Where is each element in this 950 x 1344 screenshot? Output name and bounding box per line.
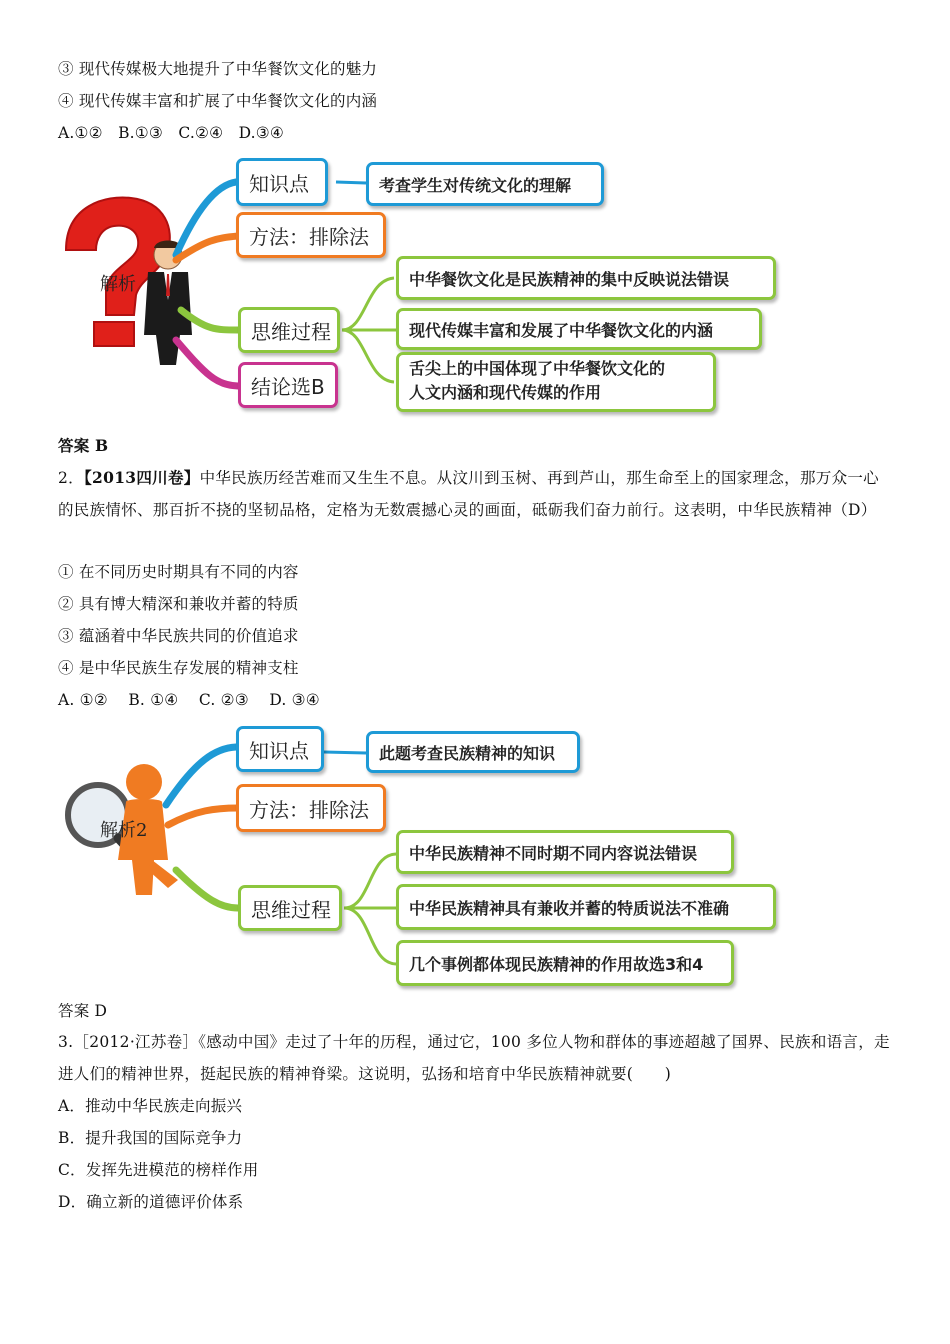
process-item-2-1 xyxy=(396,830,734,874)
q2-number: 2． xyxy=(58,469,84,487)
process-item-2-1-text: 中华民族精神不同时期不同内容说法错误 xyxy=(409,843,698,863)
process-item-2-3 xyxy=(396,940,734,986)
conclusion-text: 结论选B xyxy=(251,374,325,399)
diagram-2-overlay-label: 解析2 xyxy=(100,820,148,841)
q2-stem-text: 中华民族历经苦难而又生生不息。从汶川到玉树、再到芦山，那生命至上的国家理念，那万众一心的民族情怀、那百折不挠的坚韧品格，定格为无数震撼心灵的画面，砥砺我们奋力前行。这表明，中华民族精神（D） xyxy=(58,469,879,519)
q3-stem: 3.［2012·江苏卷］《感动中国》走过了十年的历程，通过它，100 多位人物和群体的事迹超越了国界、民族和语言，走进人们的精神世界，挺起民族的精神脊梁。这说明，弘扬和培育中华民族精神就要( ) xyxy=(58,1033,890,1083)
knowledge-point-content-text-2: 此题考查民族精神的知识 xyxy=(379,743,556,763)
process-label-2 xyxy=(238,885,342,931)
process-text: 思维过程 xyxy=(251,319,331,344)
q3-option-d: D．确立新的道德评价体系 xyxy=(58,1193,244,1211)
analysis-diagram-2 xyxy=(56,720,796,990)
process-item-3-text: 舌尖上的中国体现了中华餐饮文化的人文内涵和现代传媒的作用 xyxy=(409,359,666,402)
q1-choices: A.①② B.①③ C.②④ D.③④ xyxy=(58,124,284,142)
q2-choices: A. ①② B. ①④ C. ②③ D. ③④ xyxy=(58,691,320,709)
process-item-2-2 xyxy=(396,884,776,930)
knowledge-point-label xyxy=(236,158,328,206)
q3-option-b: B．提升我国的国际竞争力 xyxy=(58,1129,243,1147)
q2-answer: 答案 D xyxy=(58,1002,108,1020)
q2-option-1: ① 在不同历史时期具有不同的内容 xyxy=(58,563,299,581)
q1-answer: 答案 B xyxy=(58,436,109,455)
diagram-1-overlay-label: 解析 xyxy=(100,274,136,295)
q1-option-3: ③ 现代传媒极大地提升了中华餐饮文化的魅力 xyxy=(58,60,378,78)
process-item-1-text: 中华餐饮文化是民族精神的集中反映说法错误 xyxy=(409,269,730,289)
q3-option-a: A．推动中华民族走向振兴 xyxy=(58,1097,243,1115)
q2-stem xyxy=(58,462,894,526)
method-label-2 xyxy=(236,784,386,832)
knowledge-point-content-text: 考查学生对传统文化的理解 xyxy=(379,175,572,195)
method-label xyxy=(236,212,386,258)
method-text: 方法：排除法 xyxy=(249,224,369,249)
method-text-2: 方法：排除法 xyxy=(249,797,369,822)
knowledge-point-content-2 xyxy=(366,731,580,773)
process-item-2-3-text: 几个事例都体现民族精神的作用故选3和4 xyxy=(409,954,704,974)
process-item-3 xyxy=(396,352,716,412)
q2-option-3: ③ 蕴涵着中华民族共同的价值追求 xyxy=(58,627,299,645)
q3-option-c: C．发挥先进模范的榜样作用 xyxy=(58,1161,259,1179)
process-item-2 xyxy=(396,308,762,350)
q1-option-4: ④ 现代传媒丰富和扩展了中华餐饮文化的内涵 xyxy=(58,92,378,110)
knowledge-point-content xyxy=(366,162,604,206)
knowledge-point-label-2 xyxy=(236,726,324,772)
process-text-2: 思维过程 xyxy=(251,897,331,922)
conclusion-label xyxy=(238,362,338,408)
knowledge-point-text-2: 知识点 xyxy=(249,738,309,763)
analysis-diagram-1 xyxy=(56,150,796,420)
q2-option-4: ④ 是中华民族生存发展的精神支柱 xyxy=(58,659,299,677)
knowledge-point-text: 知识点 xyxy=(249,171,309,196)
process-label xyxy=(238,307,340,353)
q2-option-2: ② 具有博大精深和兼收并蓄的特质 xyxy=(58,595,299,613)
process-item-1 xyxy=(396,256,776,300)
process-item-2-2-text: 中华民族精神具有兼收并蓄的特质说法不准确 xyxy=(409,898,730,918)
process-item-2-text: 现代传媒丰富和发展了中华餐饮文化的内涵 xyxy=(409,320,714,340)
q2-source: 【2013四川卷】 xyxy=(83,468,200,487)
